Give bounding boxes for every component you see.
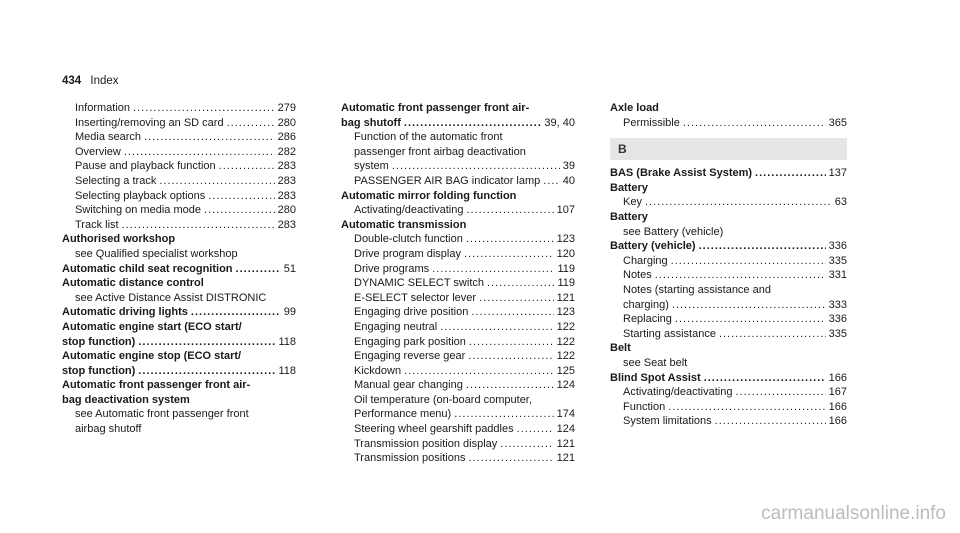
index-entry: Engaging reverse gear ..... 122 — [341, 349, 575, 364]
index-entry: Function of the automatic front — [354, 131, 503, 144]
index-column-1 — [62, 101, 296, 437]
index-entry: Engaging park position ..... 122 — [341, 335, 575, 350]
section-letter-bar: B — [610, 138, 847, 160]
index-heading: Automatic driving lights ..... 99 — [62, 305, 296, 320]
index-heading: Automatic engine stop (ECO start/ — [62, 350, 242, 363]
index-entry: system ..... 39 — [341, 159, 575, 174]
index-entry: Information ..... 279 — [62, 101, 296, 116]
index-entry: Engaging neutral ..... 122 — [341, 320, 575, 335]
index-entry: Engaging drive position ..... 123 — [341, 305, 575, 320]
index-entry: Double-clutch function ..... 123 — [341, 232, 575, 247]
index-heading: Automatic front passenger front air- — [62, 379, 251, 392]
index-entry: Replacing ..... 336 — [610, 312, 847, 327]
index-entry: Activating/deactivating ..... 107 — [341, 203, 575, 218]
index-entry: Permissible ..... 365 — [610, 116, 847, 131]
index-entry: PASSENGER AIR BAG indicator lamp ..... 40 — [341, 174, 575, 189]
watermark: carmanualsonline.info — [761, 503, 946, 524]
page-number: 434 — [62, 75, 82, 87]
index-see-ref: see Seat belt — [623, 356, 688, 369]
index-heading: Battery — [610, 210, 648, 223]
index-heading: Belt — [610, 342, 631, 355]
index-heading: Automatic mirror folding function — [341, 189, 517, 202]
index-entry: Transmission positions ..... 121 — [341, 451, 575, 466]
index-heading: Automatic distance control — [62, 277, 204, 290]
index-entry: Performance menu) ..... 174 — [341, 407, 575, 422]
index-entry: Media search ..... 286 — [62, 130, 296, 145]
index-heading: stop function) ..... 118 — [62, 364, 296, 379]
index-entry: Overview ..... 282 — [62, 145, 296, 160]
index-heading: Battery (vehicle) ..... 336 — [610, 239, 847, 254]
index-heading: Axle load — [610, 102, 659, 114]
index-entry: charging) ..... 333 — [610, 298, 847, 313]
index-heading: bag deactivation system — [62, 393, 190, 406]
index-entry: Steering wheel gearshift paddles ..... 124 — [341, 422, 575, 437]
index-entry: Kickdown ..... 125 — [341, 364, 575, 379]
index-heading: Automatic front passenger front air- — [341, 102, 530, 114]
index-entry: Pause and playback function ..... 283 — [62, 159, 296, 174]
index-entry: Charging ..... 335 — [610, 254, 847, 269]
index-entry: Selecting playback options ..... 283 — [62, 189, 296, 204]
index-entry: Starting assistance ..... 335 — [610, 327, 847, 342]
index-entry: Drive programs ..... 119 — [341, 262, 575, 277]
index-heading: stop function) ..... 118 — [62, 335, 296, 350]
index-heading: Automatic transmission — [341, 218, 467, 231]
index-heading: bag shutoff ..... 39, 40 — [341, 116, 575, 131]
index-entry: System limitations ..... 166 — [610, 414, 847, 429]
index-entry: Selecting a track ..... 283 — [62, 174, 296, 189]
index-heading: Automatic child seat recognition ..... 51 — [62, 262, 296, 277]
index-heading: Automatic engine start (ECO start/ — [62, 320, 242, 333]
index-entry: E-SELECT selector lever ..... 121 — [341, 291, 575, 306]
index-entry: Switching on media mode ..... 280 — [62, 203, 296, 218]
index-entry: Key ..... 63 — [610, 195, 847, 210]
index-entry: Transmission position display ..... 121 — [341, 437, 575, 452]
index-entry: Manual gear changing ..... 124 — [341, 378, 575, 393]
index-column-2 — [341, 101, 575, 466]
index-see-ref: see Battery (vehicle) — [623, 225, 724, 238]
index-entry: Oil temperature (on-board computer, — [354, 393, 532, 406]
index-entry: passenger front airbag deactivation — [354, 145, 526, 158]
index-heading: Battery — [610, 181, 648, 194]
index-heading: BAS (Brake Assist System) ..... 137 — [610, 166, 847, 181]
index-see-ref: see Active Distance Assist DISTRONIC — [75, 291, 267, 304]
page-title: Index — [90, 75, 119, 87]
index-entry: Drive program display ..... 120 — [341, 247, 575, 262]
index-see-ref: see Qualified specialist workshop — [75, 247, 238, 260]
index-entry: Inserting/removing an SD card ..... 280 — [62, 116, 296, 131]
index-heading: Authorised workshop — [62, 233, 176, 246]
index-see-ref: see Automatic front passenger front — [75, 408, 249, 421]
index-entry: Track list ..... 283 — [62, 218, 296, 233]
index-entry: DYNAMIC SELECT switch ..... 119 — [341, 276, 575, 291]
index-heading: Blind Spot Assist ..... 166 — [610, 371, 847, 386]
index-entry: Function ..... 166 — [610, 400, 847, 415]
index-entry: Activating/deactivating ..... 167 — [610, 385, 847, 400]
index-see-ref: airbag shutoff — [75, 423, 142, 436]
index-entry: Notes ..... 331 — [610, 268, 847, 283]
page-header — [62, 75, 119, 87]
index-entry: Notes (starting assistance and — [623, 283, 771, 296]
index-column-3 — [610, 101, 847, 429]
